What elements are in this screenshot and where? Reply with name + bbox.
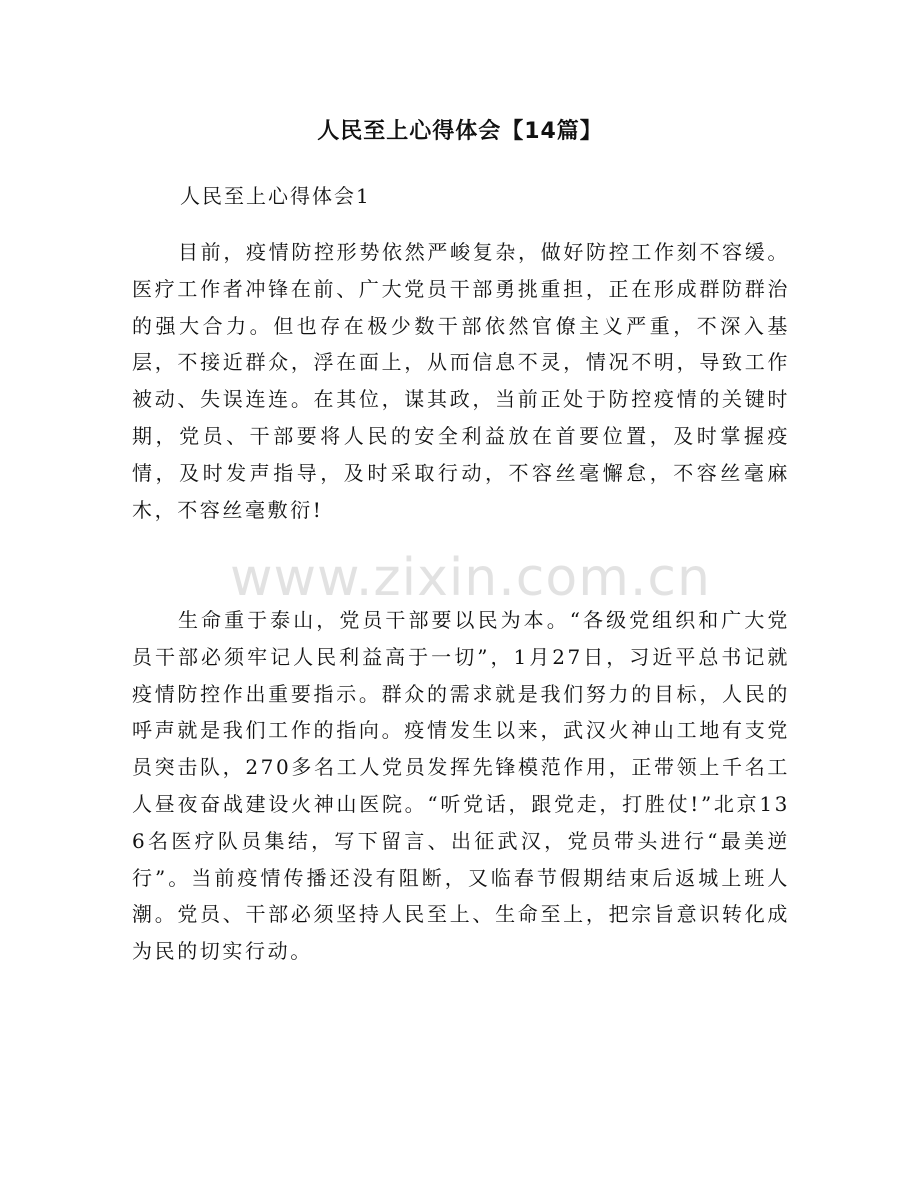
section-heading: 人民至上心得体会1 bbox=[180, 184, 371, 208]
paragraph-1: 目前，疫情防控形势依然严峻复杂，做好防控工作刻不容缓。医疗工作者冲锋在前、广大党员干部勇挑重担，正在形成群防群治的强大合力。但也存在极少数干部依然官僚主义严重，不深入基层，不接近群众，浮在面上，从而信息不灵，情况不明，导致工作被动、失误连连。在其位，谋其政，当前正处于防控疫情的关键时期，党员、干部要将人民的安全利益放在首要位置，及时掌握疫情，及时发声指导，及时采取行动，不容丝毫懈怠，不容丝毫麻木，不容丝毫敷衍! bbox=[132, 240, 790, 522]
watermark-text: www.zixin.com.cn bbox=[230, 548, 711, 608]
paragraph-2: 生命重于泰山，党员干部要以民为本。“各级党组织和广大党员干部必须牢记人民利益高于一切”，1月27日，习近平总书记就疫情防控作出重要指示。群众的需求就是我们努力的目标，人民的呼声就是我们工作的指向。疫情发生以来，武汉火神山工地有支党员突击队，270多名工人党员发挥先锋模范作用，正带领上千名工人昼夜奋战建设火神山医院。“听党话，跟党走，打胜仗!”北京136名医疗队员集结，写下留言、出征武汉，党员带头进行“最美逆行”。当前疫情传播还没有阻断，又临春节假期结束后返城上班人潮。党员、干部必须坚持人民至上、生命至上，把宗旨意识转化成为民的切实行动。 bbox=[132, 608, 790, 964]
document-title: 人民至上心得体会【14篇】 bbox=[317, 119, 603, 144]
